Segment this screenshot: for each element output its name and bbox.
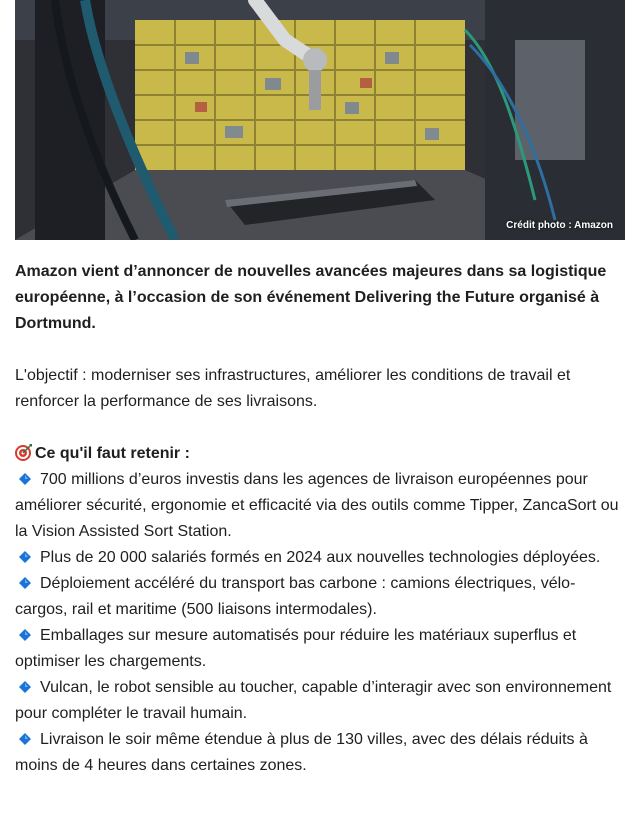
list-item-text: Livraison le soir même étendue à plus de 130 villes, avec des délais réduits à moins de 4 heures dans certaines zones.	[15, 731, 588, 774]
warehouse-robot-image	[15, 0, 625, 240]
list-item	[15, 623, 627, 675]
article-objective: L'objectif : moderniser ses infrastructures, améliorer les conditions de travail et renforcer la performance de ses livraisons.	[15, 367, 571, 410]
target-icon	[15, 441, 35, 467]
key-points-list	[15, 467, 627, 779]
article-intro: Amazon vient d’annoncer de nouvelles avancées majeures dans sa logistique européenne, à l’occasion de son événement Delivering the Future organisé à Dortmund.	[15, 263, 607, 332]
list-item-text: Vulcan, le robot sensible au toucher, capable d’interagir avec son environnement pour compléter le travail humain.	[15, 679, 612, 722]
list-item	[15, 545, 627, 571]
key-points-heading-text: Ce qu'il faut retenir :	[35, 445, 190, 462]
blue-diamond-icon	[19, 733, 31, 745]
blue-diamond-icon	[19, 551, 31, 563]
blue-diamond-icon	[19, 473, 31, 485]
list-item	[15, 675, 627, 727]
list-item-text: Emballages sur mesure automatisés pour réduire les matériaux superflus et optimiser les chargements.	[15, 627, 577, 670]
list-item-text: 700 millions d’euros investis dans les agences de livraison européennes pour améliorer sécurité, ergonomie et efficacité via des outils comme Tipper, ZancaSort ou la Vision Assisted Sort Station.	[15, 471, 619, 540]
list-item-text: Plus de 20 000 salariés formés en 2024 aux nouvelles technologies déployées.	[40, 549, 601, 566]
list-item	[15, 571, 627, 623]
photo-credit: Crédit photo : Amazon	[506, 220, 613, 231]
blue-diamond-icon	[19, 577, 31, 589]
key-points-heading	[15, 441, 627, 467]
blue-diamond-icon	[19, 629, 31, 641]
list-item	[15, 727, 627, 779]
list-item-text: Déploiement accéléré du transport bas carbone : camions électriques, vélo-cargos, rail et maritime (500 liaisons intermodales).	[15, 575, 576, 618]
blue-diamond-icon	[19, 681, 31, 693]
hero-photo	[15, 0, 625, 240]
list-item	[15, 467, 627, 545]
